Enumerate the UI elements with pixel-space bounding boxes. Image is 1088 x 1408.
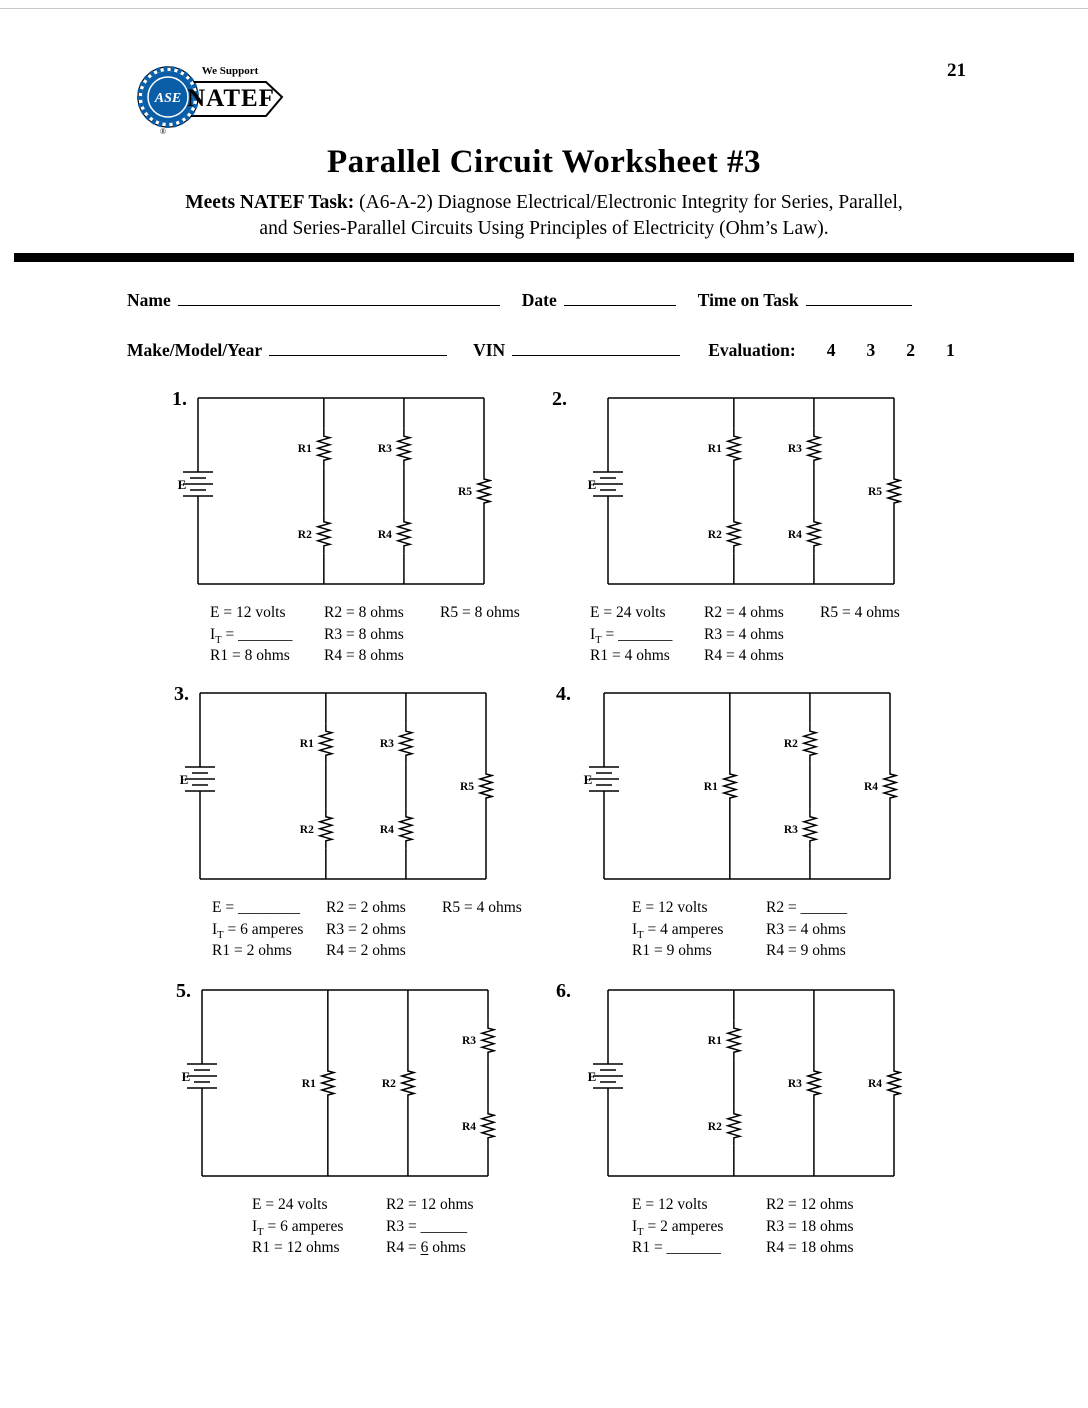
resistor-label-R3: R3: [787, 1078, 802, 1090]
resistor-label-R3: R3: [377, 443, 392, 456]
problem-3: [174, 683, 584, 987]
resistor-label-R5: R5: [867, 486, 882, 498]
task-label: Meets NATEF Task:: [185, 192, 355, 213]
ase-text: ASE: [154, 91, 182, 106]
registered-mark: ®: [160, 127, 167, 136]
circuit-area: [578, 687, 898, 890]
task-line2: and Series-Parallel Circuits Using Principles of Electricity (Ohm’s Law).: [259, 218, 829, 239]
resistor-label-R2: R2: [299, 823, 314, 836]
battery-label: E: [587, 477, 597, 492]
problem-number: 5.: [176, 980, 191, 1002]
battery-label: E: [583, 772, 593, 787]
value-line: E = 12 volts: [632, 899, 708, 916]
circuit-diagram-2: [582, 392, 902, 590]
name-label: Name: [127, 290, 171, 310]
resistor-label-R1: R1: [301, 1078, 316, 1090]
circuit-area: [176, 984, 496, 1187]
value-line: R3 = 8 ohms: [324, 625, 404, 643]
value-line: R5 = 4 ohms: [820, 604, 900, 621]
value-line: $I_T = 6$ amperes: [252, 1217, 344, 1238]
value-line: R1 = 12 ohms: [252, 1239, 340, 1256]
resistor-label-R3: R3: [783, 823, 798, 836]
evaluation-score: 4: [826, 340, 836, 360]
evaluation-label: Evaluation:: [708, 340, 796, 360]
value-line: $I_T$ = _______: [590, 625, 673, 646]
resistor-label-R1: R1: [707, 1035, 722, 1048]
value-line: E = 24 volts: [252, 1196, 328, 1213]
resistor-label-R4: R4: [379, 823, 394, 836]
value-line: R4 = 8 ohms: [324, 647, 404, 664]
date-label: Date: [521, 290, 557, 310]
problem-number: 6.: [556, 980, 571, 1002]
vin-label: VIN: [473, 340, 506, 360]
value-line: R1 = 8 ohms: [210, 647, 290, 664]
circuit-area: [582, 984, 902, 1187]
circuit-area: [582, 392, 902, 595]
resistor-label-R3: R3: [461, 1035, 476, 1048]
page-title: Parallel Circuit Worksheet #3: [327, 144, 761, 180]
problem-number: 3.: [174, 683, 189, 705]
value-line: R3 = 2 ohms: [326, 920, 406, 938]
value-line: R1 = 2 ohms: [212, 942, 292, 959]
task-line1: (A6-A-2) Diagnose Electrical/Electronic Integrity for Series, Parallel,: [359, 192, 903, 213]
value-line: E = ________: [212, 899, 300, 916]
value-line: E = 12 volts: [632, 1196, 708, 1213]
value-line: R2 = ______: [766, 899, 848, 916]
circuit-diagram-6: [582, 984, 902, 1182]
resistor-label-R4: R4: [377, 528, 392, 541]
resistor-label-R2: R2: [707, 528, 722, 541]
resistor-label-R2: R2: [707, 1120, 722, 1133]
value-line: R2 = 4 ohms: [704, 604, 784, 621]
battery-label: E: [179, 772, 189, 787]
value-line: R4 = 4 ohms: [704, 647, 784, 664]
value-line: E = 24 volts: [590, 604, 666, 621]
time-on-task-label: Time on Task: [697, 290, 799, 310]
battery-label: E: [177, 477, 187, 492]
value-line: R4 = 9 ohms: [766, 942, 846, 959]
battery-label: E: [587, 1069, 597, 1084]
value-line: R5 = 4 ohms: [442, 899, 522, 916]
resistor-label-R1: R1: [299, 738, 314, 751]
task-description: [0, 190, 1088, 242]
make-model-year-blank: [269, 339, 447, 356]
resistor-label-R1: R1: [703, 781, 718, 793]
resistor-label-R4: R4: [863, 781, 878, 793]
header-divider: [14, 253, 1074, 262]
value-line: R1 = 4 ohms: [590, 647, 670, 664]
value-line: R2 = 12 ohms: [386, 1196, 474, 1213]
value-line: $I_T$ = _______: [210, 625, 293, 646]
page-number: 21: [947, 60, 966, 81]
evaluation-score: 3: [866, 340, 876, 360]
value-line: R2 = 12 ohms: [766, 1196, 854, 1213]
problem-number: 1.: [172, 388, 187, 410]
we-support-text: We Support: [201, 65, 259, 77]
form-row-vehicle: [127, 339, 955, 361]
resistor-label-R4: R4: [787, 528, 802, 541]
resistor-label-R5: R5: [457, 486, 472, 498]
value-line: R3 = 4 ohms: [704, 625, 784, 643]
natef-text: NATEF: [187, 85, 275, 112]
value-line: R4 = 18 ohms: [766, 1239, 854, 1256]
problem-number: 2.: [552, 388, 567, 410]
problem-number: 4.: [556, 683, 571, 705]
resistor-label-R2: R2: [297, 528, 312, 541]
resistor-label-R1: R1: [297, 443, 312, 456]
value-line: R1 = _______: [632, 1239, 721, 1256]
page-top-edge: [0, 8, 1088, 9]
battery-label: E: [181, 1069, 191, 1084]
circuit-diagram-5: [176, 984, 496, 1182]
evaluation-scores: [796, 340, 955, 360]
value-line: $I_T = 2$ amperes: [632, 1217, 724, 1238]
resistor-label-R2: R2: [783, 738, 798, 751]
circuit-area: [172, 392, 492, 595]
value-line: $I_T = 6$ amperes: [212, 920, 304, 941]
problem-1: [172, 388, 582, 692]
resistor-label-R3: R3: [787, 443, 802, 456]
value-line: R2 = 8 ohms: [324, 604, 404, 621]
form-row-identification: [127, 289, 912, 311]
natef-logo-graphic: [130, 52, 295, 136]
evaluation-score: 2: [906, 340, 915, 360]
natef-logo: [130, 52, 295, 141]
value-line: R2 = 2 ohms: [326, 899, 406, 916]
problem-6: [556, 980, 966, 1284]
evaluation-score: 1: [945, 340, 955, 360]
resistor-label-R5: R5: [459, 781, 474, 793]
circuit-diagram-1: [172, 392, 492, 590]
circuit-diagram-4: [578, 687, 898, 885]
value-line: R4 = 6 ohms: [386, 1239, 466, 1256]
problem-2: [552, 388, 962, 692]
resistor-label-R1: R1: [707, 443, 722, 456]
value-line: R3 = 18 ohms: [766, 1217, 854, 1235]
value-line: $I_T = 4$ amperes: [632, 920, 724, 941]
value-line: R4 = 2 ohms: [326, 942, 406, 959]
date-blank: [564, 289, 676, 306]
value-line: E = 12 volts: [210, 604, 286, 621]
resistor-label-R4: R4: [461, 1120, 476, 1133]
value-line: R3 = 4 ohms: [766, 920, 846, 938]
value-line: R5 = 8 ohms: [440, 604, 520, 621]
circuit-area: [174, 687, 494, 890]
make-model-year-label: Make/Model/Year: [127, 340, 263, 360]
circuit-diagram-3: [174, 687, 494, 885]
problem-4: [556, 683, 966, 987]
name-blank: [178, 289, 500, 306]
value-line: R3 = ______: [386, 1217, 468, 1235]
resistor-label-R2: R2: [381, 1078, 396, 1090]
vin-blank: [512, 339, 680, 356]
time-on-task-blank: [806, 289, 912, 306]
resistor-label-R3: R3: [379, 738, 394, 751]
value-line: R1 = 9 ohms: [632, 942, 712, 959]
resistor-label-R4: R4: [867, 1078, 882, 1090]
problem-5: [176, 980, 586, 1284]
